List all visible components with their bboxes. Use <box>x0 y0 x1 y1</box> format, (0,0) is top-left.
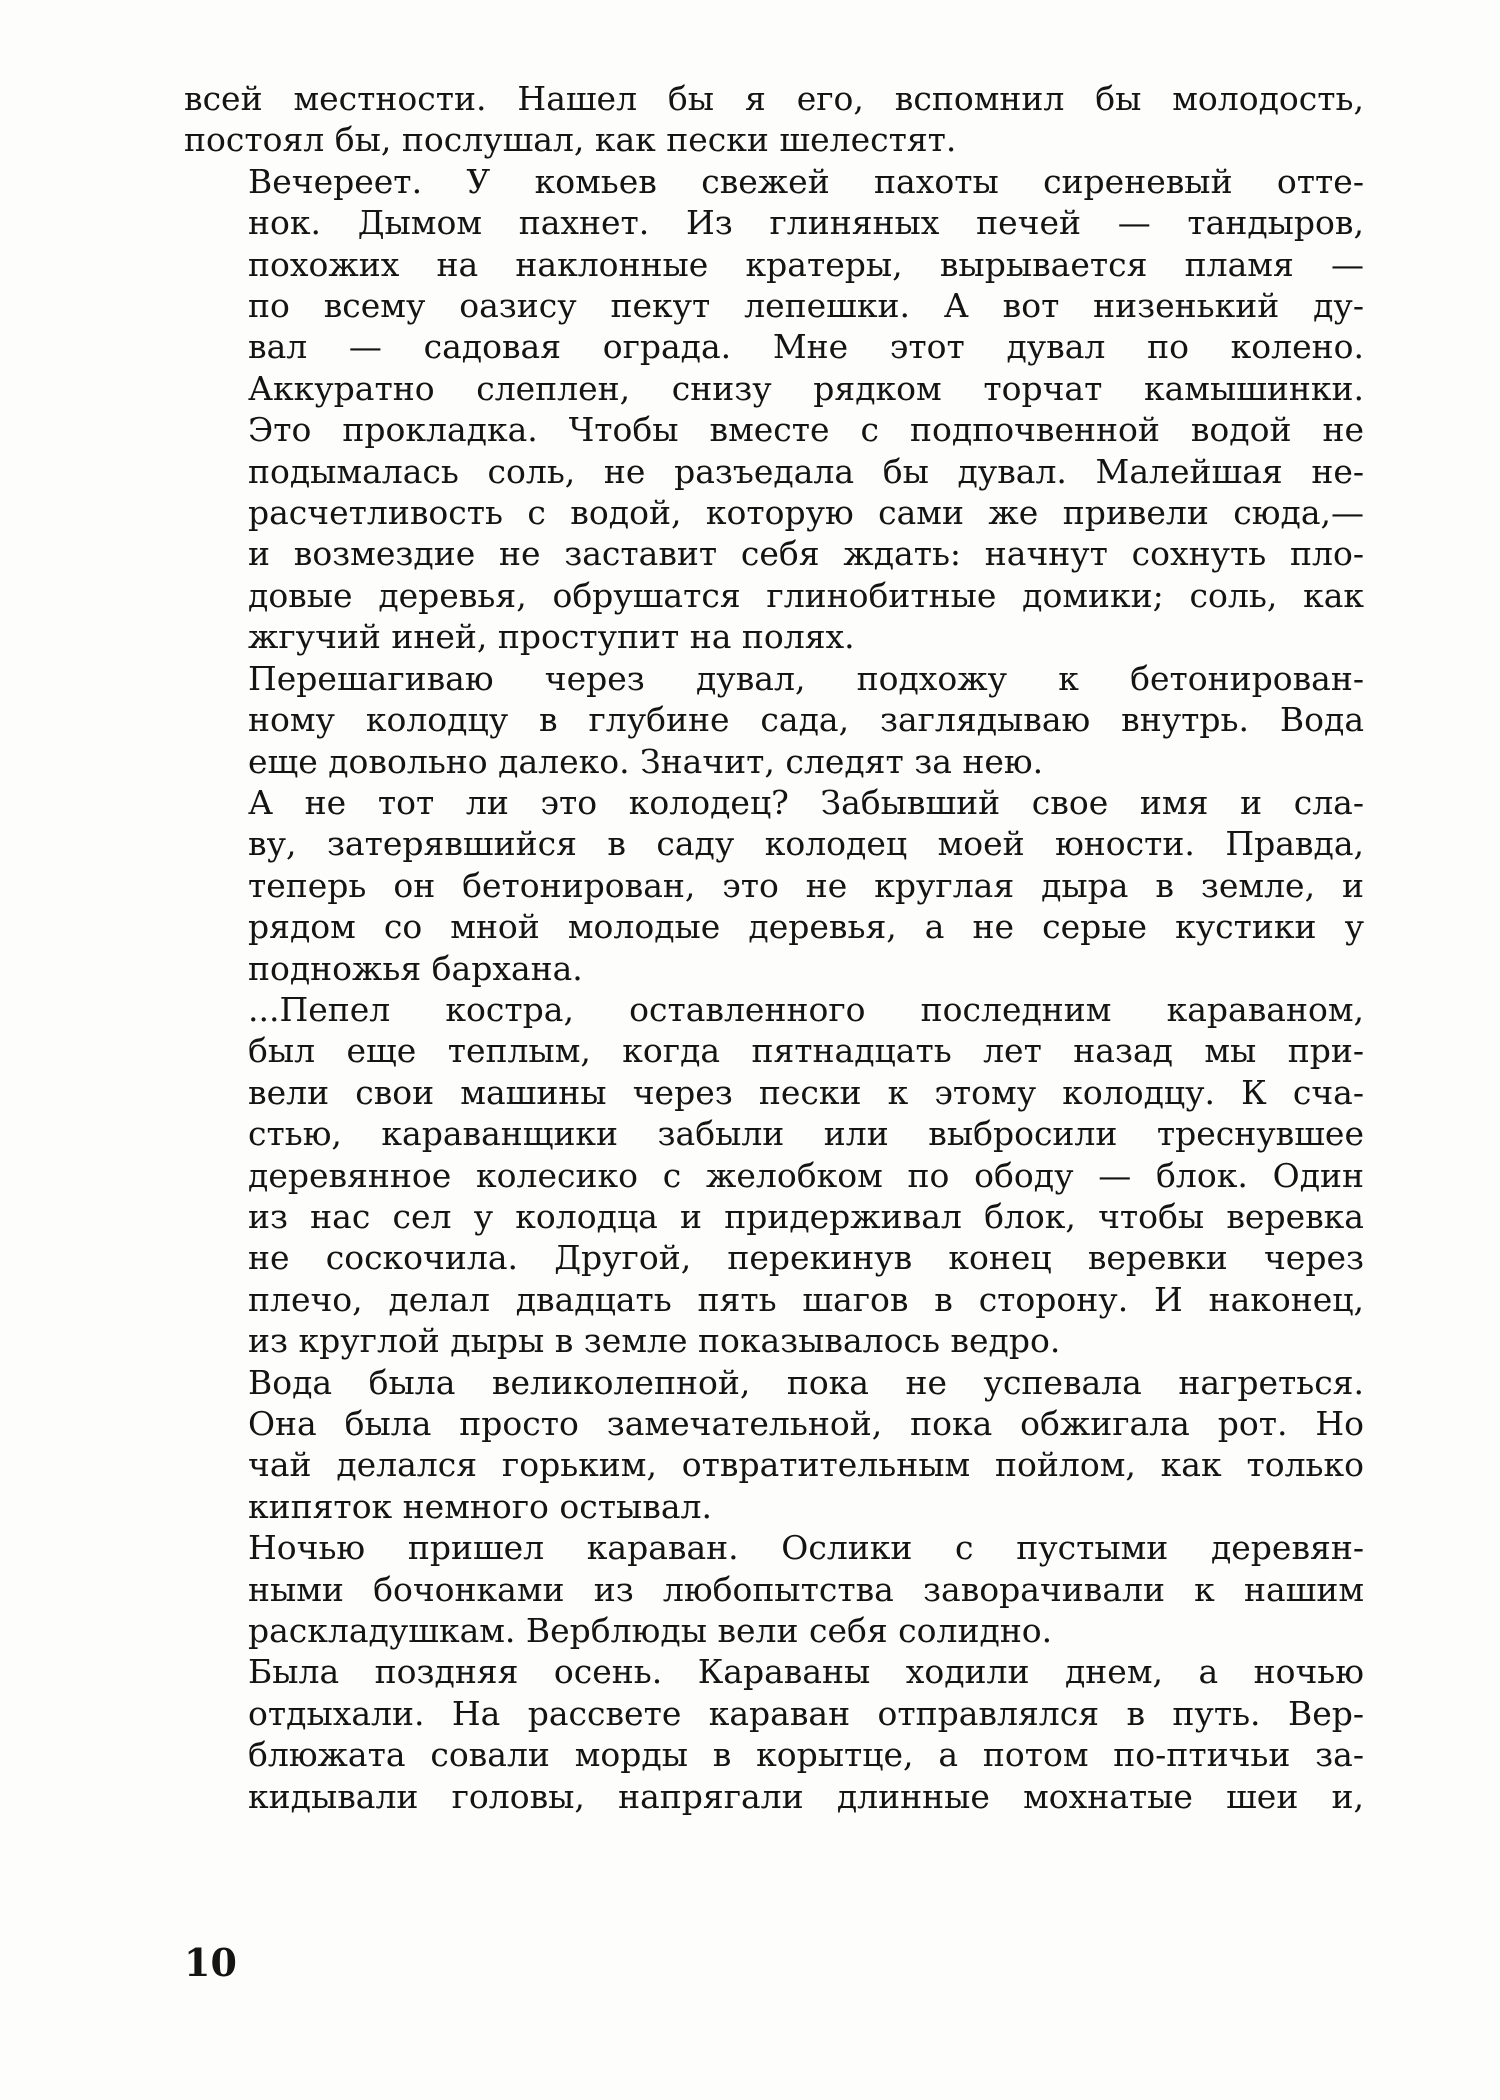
text-line: был еще теплым, когда пятнадцать лет назад мы при- <box>248 1031 1364 1071</box>
text-line: ному колодцу в глубине сада, заглядываю внутрь. Вода <box>248 700 1364 740</box>
text-line: отдыхали. На рассвете караван отправлялся в путь. Вер- <box>248 1693 1364 1733</box>
text-line: подымалась соль, не разъедала бы дувал. Малейшая не- <box>248 451 1364 491</box>
paragraph <box>184 78 1364 161</box>
text-line: Аккуратно слеплен, снизу рядком торчат камышинки. <box>248 368 1364 408</box>
text-line: расчетливость с водой, которую сами же привели сюда,— <box>248 493 1364 533</box>
page-number: 10 <box>184 1940 237 1985</box>
text-line: Перешагиваю через дувал, подхожу к бетонирован- <box>248 658 1364 698</box>
text-line: жгучий иней, проступит на полях. <box>248 617 855 657</box>
text-line: Вечереет. У комьев свежей пахоты сиреневый отте- <box>248 161 1364 201</box>
paragraph <box>184 161 1364 658</box>
paragraph <box>184 989 1364 1362</box>
text-line: Была поздняя осень. Караваны ходили днем, а ночью <box>248 1652 1364 1692</box>
text-line: подножья бархана. <box>248 948 583 988</box>
text-line: чай делался горьким, отвратительным пойлом, как только <box>248 1445 1364 1485</box>
text-line: из нас сел у колодца и придерживал блок, чтобы веревка <box>248 1196 1364 1236</box>
text-line: не соскочила. Другой, перекинув конец веревки через <box>248 1238 1364 1278</box>
paragraph <box>184 658 1364 782</box>
text-line: нок. Дымом пахнет. Из глиняных печей — тандыров, <box>248 203 1364 243</box>
text-line: Ночью пришел караван. Ослики с пустыми деревян- <box>248 1528 1364 1568</box>
text-line: ...Пепел костра, оставленного последним караваном, <box>248 989 1364 1029</box>
paragraph <box>184 1527 1364 1651</box>
text-line: плечо, делал двадцать пять шагов в сторону. И наконец, <box>248 1279 1364 1319</box>
text-line: Вода была великолепной, пока не успевала нагреться. <box>248 1362 1364 1402</box>
text-line: из круглой дыры в земле показывалось ведро. <box>248 1321 1061 1361</box>
paragraph <box>184 1651 1364 1817</box>
paragraph <box>184 1362 1364 1528</box>
text-line: вели свои машины через пески к этому колодцу. К сча- <box>248 1072 1364 1112</box>
text-line: кидывали головы, напрягали длинные мохнатые шеи и, <box>248 1776 1364 1816</box>
text-line: деревянное колесико с желобком по ободу — блок. Один <box>248 1155 1364 1195</box>
text-line: рядом со мной молодые деревья, а не серые кустики у <box>248 907 1364 947</box>
text-line: Она была просто замечательной, пока обжигала рот. Но <box>248 1404 1364 1443</box>
text-line: А не тот ли это колодец? Забывший свое имя и сла- <box>248 782 1364 822</box>
text-line: постоял бы, послушал, как пески шелестят. <box>184 120 957 160</box>
text-line: блюжата совали морды в корытце, а потом по-птичьи за- <box>248 1735 1364 1775</box>
text-line: ву, затерявшийся в саду колодец моей юности. Правда, <box>248 824 1364 864</box>
text-line: и возмездие не заставит себя ждать: начнут сохнуть пло- <box>248 534 1364 574</box>
text-line: по всему оазису пекут лепешки. А вот низенький ду- <box>248 286 1364 326</box>
text-line: вал — садовая ограда. Мне этот дувал по колено. <box>248 327 1364 367</box>
body-text <box>184 78 1364 1817</box>
text-line: похожих на наклонные кратеры, вырывается пламя — <box>248 244 1364 284</box>
text-line: кипяток немного остывал. <box>248 1486 712 1526</box>
text-line: стью, караванщики забыли или выбросили треснувшее <box>248 1114 1364 1154</box>
text-line: теперь он бетонирован, это не круглая дыра в земле, и <box>248 865 1364 905</box>
paragraph <box>184 782 1364 989</box>
text-line: раскладушкам. Верблюды вели себя солидно. <box>248 1611 1053 1651</box>
text-line: ными бочонками из любопытства заворачивали к нашим <box>248 1569 1364 1609</box>
text-line: еще довольно далеко. Значит, следят за нею. <box>248 741 1044 781</box>
text-line: довые деревья, обрушатся глинобитные домики; соль, как <box>248 575 1364 615</box>
text-line: всей местности. Нашел бы я его, вспомнил бы молодость, <box>184 79 1364 118</box>
text-line: Это прокладка. Чтобы вместе с подпочвенной водой не <box>248 410 1364 450</box>
